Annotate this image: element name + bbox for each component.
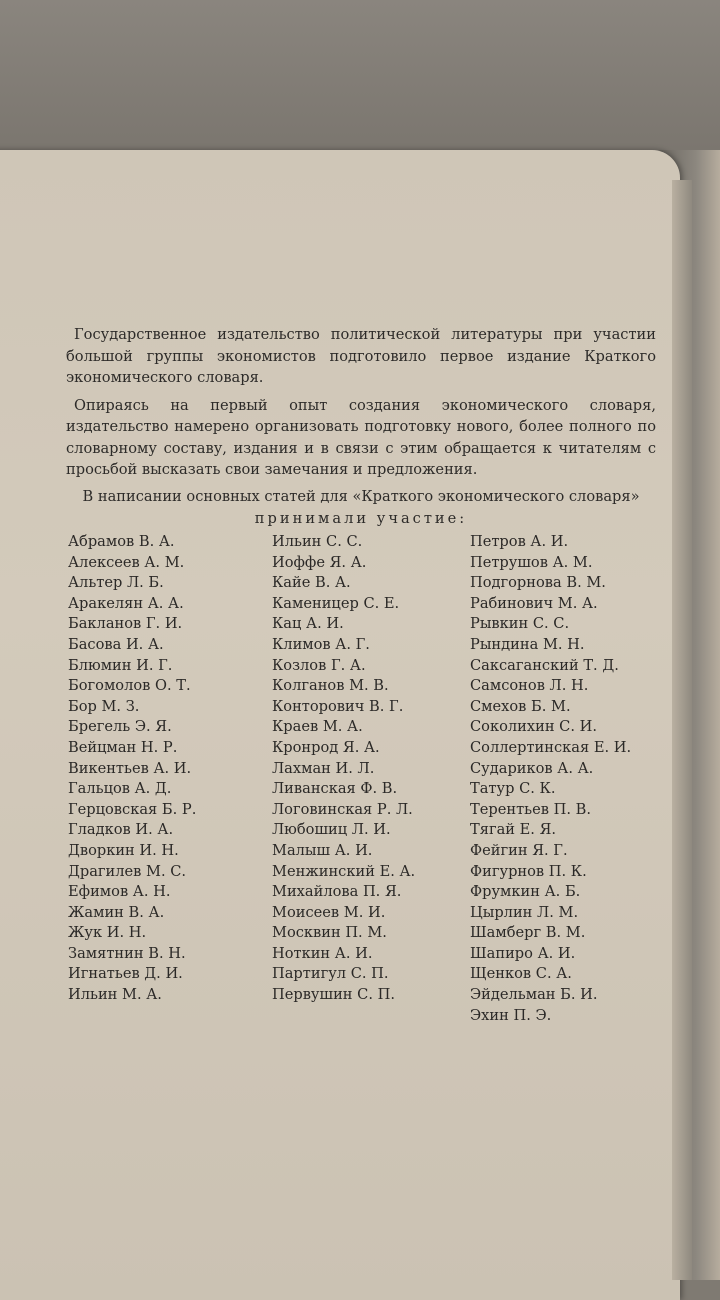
intro-text bbox=[66, 324, 656, 481]
contributor-name: Лахман И. Л. bbox=[272, 759, 375, 777]
contributor-name: Бор М. З. bbox=[68, 697, 140, 715]
contributor-name: Терентьев П. В. bbox=[470, 800, 591, 818]
contributor-name: Менжинский Е. А. bbox=[272, 862, 416, 880]
contributor-name: Козлов Г. А. bbox=[272, 656, 366, 674]
contributor-name: Любошиц Л. И. bbox=[272, 821, 391, 839]
contributors-column-2 bbox=[272, 532, 415, 1006]
contributor-name: Гладков И. А. bbox=[68, 821, 174, 839]
contributor-name: Альтер Л. Б. bbox=[68, 574, 164, 592]
contributor-name: Ефимов А. Н. bbox=[68, 883, 171, 901]
contributor-name: Иоффе Я. А. bbox=[272, 553, 367, 571]
contributor-name: Малыш А. И. bbox=[272, 841, 373, 859]
contributor-name: Гальцов А. Д. bbox=[68, 780, 172, 798]
contributor-name: Шапиро А. И. bbox=[470, 944, 576, 962]
background-surface bbox=[0, 0, 720, 160]
contributor-name: Ливанская Ф. В. bbox=[272, 780, 398, 798]
contributor-name: Ильин С. С. bbox=[272, 533, 363, 550]
contributor-name: Богомолов О. Т. bbox=[68, 677, 191, 695]
contributor-name: Игнатьев Д. И. bbox=[68, 965, 183, 983]
contributor-name: Москвин П. М. bbox=[272, 924, 387, 942]
contributor-name: Ильин М. А. bbox=[68, 986, 162, 1004]
intro-paragraph-2: Опираясь на первый опыт создания экономического словаря, издательство намерено организовать подготовку нового, более полного по словарному составу, издания и в связи с этим обращается к читателям с просьбой высказать свои замечания и предложения. bbox=[66, 396, 656, 478]
contributor-name: Петрушов А. М. bbox=[470, 553, 593, 571]
contributor-name: Соллертинская Е. И. bbox=[470, 738, 632, 756]
contributor-name: Вейцман Н. Р. bbox=[68, 738, 178, 756]
contributor-name: Рындина М. Н. bbox=[470, 635, 585, 653]
contributor-name: Колганов М. В. bbox=[272, 677, 389, 695]
contributor-name: Драгилев М. С. bbox=[68, 862, 187, 880]
contributor-name: Бакланов Г. И. bbox=[68, 615, 183, 633]
contributor-name: Шамберг В. М. bbox=[470, 924, 586, 942]
contributor-name: Эхин П. Э. bbox=[470, 1006, 552, 1024]
contributor-name: Климов А. Г. bbox=[272, 635, 370, 653]
contributor-name: Цырлин Л. М. bbox=[470, 903, 579, 921]
contributor-name: Рывкин С. С. bbox=[470, 615, 570, 633]
contributor-name: Михайлова П. Я. bbox=[272, 883, 402, 901]
contributor-name: Жук И. Н. bbox=[68, 924, 147, 942]
contributor-name: Смехов Б. М. bbox=[470, 697, 571, 715]
contributors-heading-line-2: принимали участие: bbox=[254, 509, 468, 527]
contributor-name: Кайе В. А. bbox=[272, 574, 351, 592]
contributor-name: Герцовская Б. Р. bbox=[68, 800, 197, 818]
contributor-name: Конторович В. Г. bbox=[272, 697, 404, 715]
contributor-name: Соколихин С. И. bbox=[470, 718, 597, 736]
contributor-name: Аракелян А. А. bbox=[68, 594, 184, 612]
contributor-name: Алексеев А. М. bbox=[68, 553, 185, 571]
contributor-name: Рабинович М. А. bbox=[470, 594, 598, 612]
contributors-column-3 bbox=[470, 532, 631, 1026]
contributor-name: Логовинская Р. Л. bbox=[272, 800, 413, 818]
contributor-name: Подгорнова В. М. bbox=[470, 574, 606, 592]
contributor-name: Моисеев М. И. bbox=[272, 903, 386, 921]
contributor-name: Кронрод Я. А. bbox=[272, 738, 380, 756]
contributor-name: Абрамов В. А. bbox=[68, 533, 175, 550]
intro-paragraph-1: Государственное издательство политической литературы при участии большой группы экономистов подготовило первое издание Краткого экономического словаря. bbox=[66, 326, 656, 386]
contributor-name: Кац А. И. bbox=[272, 615, 344, 633]
contributor-name: Первушин С. П. bbox=[272, 986, 395, 1004]
contributor-name: Блюмин И. Г. bbox=[68, 656, 173, 674]
contributors-column-1 bbox=[68, 532, 196, 1006]
contributor-name: Фигурнов П. К. bbox=[470, 862, 587, 880]
contributor-name: Жамин В. А. bbox=[68, 903, 165, 921]
contributors-heading-line-1: В написании основных статей для «Краткого экономического словаря» bbox=[82, 488, 640, 505]
contributor-name: Тягай Е. Я. bbox=[470, 821, 557, 839]
contributor-name: Брегель Э. Я. bbox=[68, 718, 172, 736]
contributor-name: Партигул С. П. bbox=[272, 965, 389, 983]
contributor-name: Викентьев А. И. bbox=[68, 759, 192, 777]
contributor-name: Судариков А. А. bbox=[470, 759, 594, 777]
contributor-name: Фрумкин А. Б. bbox=[470, 883, 581, 901]
contributor-name: Щенков С. А. bbox=[470, 965, 572, 983]
contributor-name: Саксаганский Т. Д. bbox=[470, 656, 619, 674]
contributor-name: Ноткин А. И. bbox=[272, 944, 373, 962]
contributor-name: Басова И. А. bbox=[68, 635, 164, 653]
contributor-name: Замятнин В. Н. bbox=[68, 944, 186, 962]
contributors-heading bbox=[66, 486, 656, 529]
contributor-name: Эйдельман Б. И. bbox=[470, 986, 598, 1004]
contributor-name: Петров А. И. bbox=[470, 533, 569, 550]
contributor-name: Дворкин И. Н. bbox=[68, 841, 179, 859]
contributor-name: Фейгин Я. Г. bbox=[470, 841, 568, 859]
contributor-name: Каменицер С. Е. bbox=[272, 594, 400, 612]
contributor-name: Татур С. К. bbox=[470, 780, 556, 798]
page-stack-edge bbox=[672, 180, 692, 1280]
contributor-name: Самсонов Л. Н. bbox=[470, 677, 589, 695]
contributor-name: Краев М. А. bbox=[272, 718, 363, 736]
